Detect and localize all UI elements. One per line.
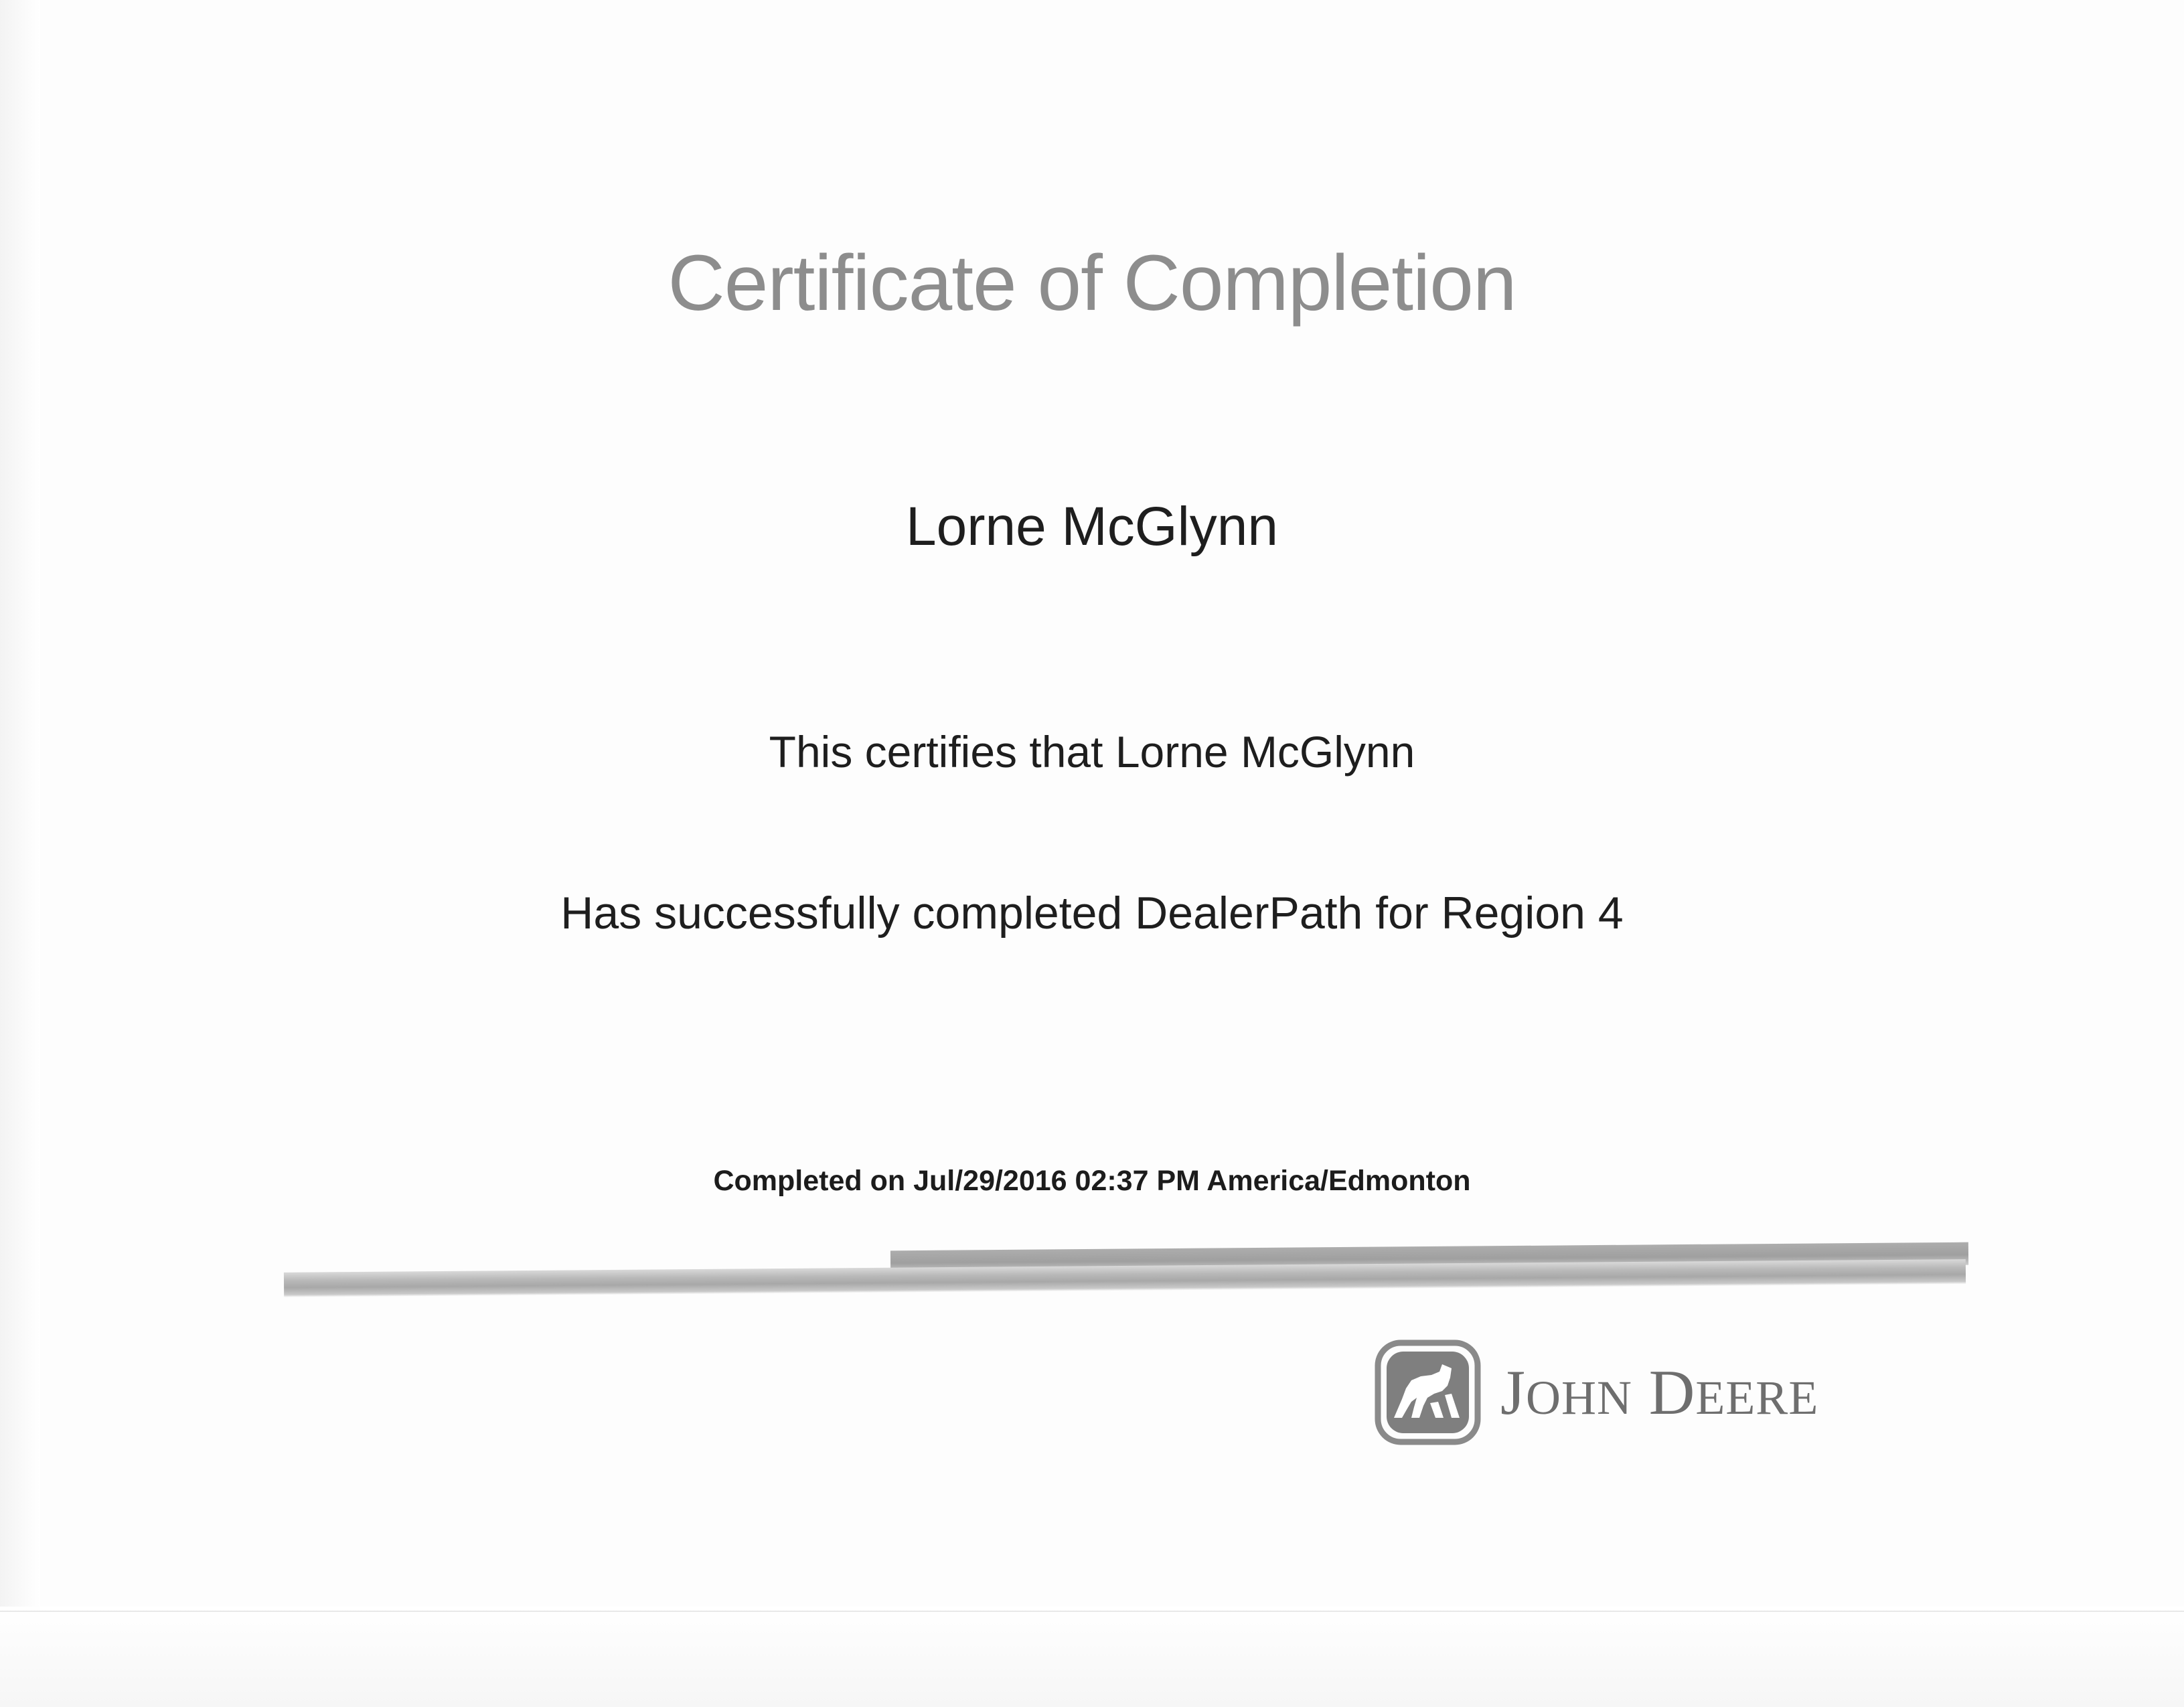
john-deere-logo: [1373, 1339, 1935, 1446]
john-deere-wordmark: [1500, 1356, 1819, 1428]
scan-edge-shadow-bottom: [0, 1607, 2184, 1707]
wordmark-j: J: [1500, 1356, 1526, 1428]
divider-rule: [284, 1254, 1966, 1300]
completion-timestamp: Completed on Jul/29/2016 02:37 PM America/Edmonton: [713, 1165, 1471, 1197]
course-completion-statement: Has successfully completed DealerPath for Region 4: [560, 888, 1624, 939]
wordmark-d: D: [1648, 1356, 1696, 1428]
scan-page-edge-line: [0, 1611, 2184, 1612]
leaping-deer-icon: [1373, 1339, 1483, 1446]
certificate-title: Certificate of Completion: [668, 239, 1516, 327]
recipient-name: Lorne McGlynn: [905, 496, 1279, 557]
wordmark-ohn: OHN: [1525, 1370, 1632, 1425]
certifies-statement: This certifies that Lorne McGlynn: [769, 727, 1415, 777]
wordmark-eere: EERE: [1695, 1370, 1819, 1425]
